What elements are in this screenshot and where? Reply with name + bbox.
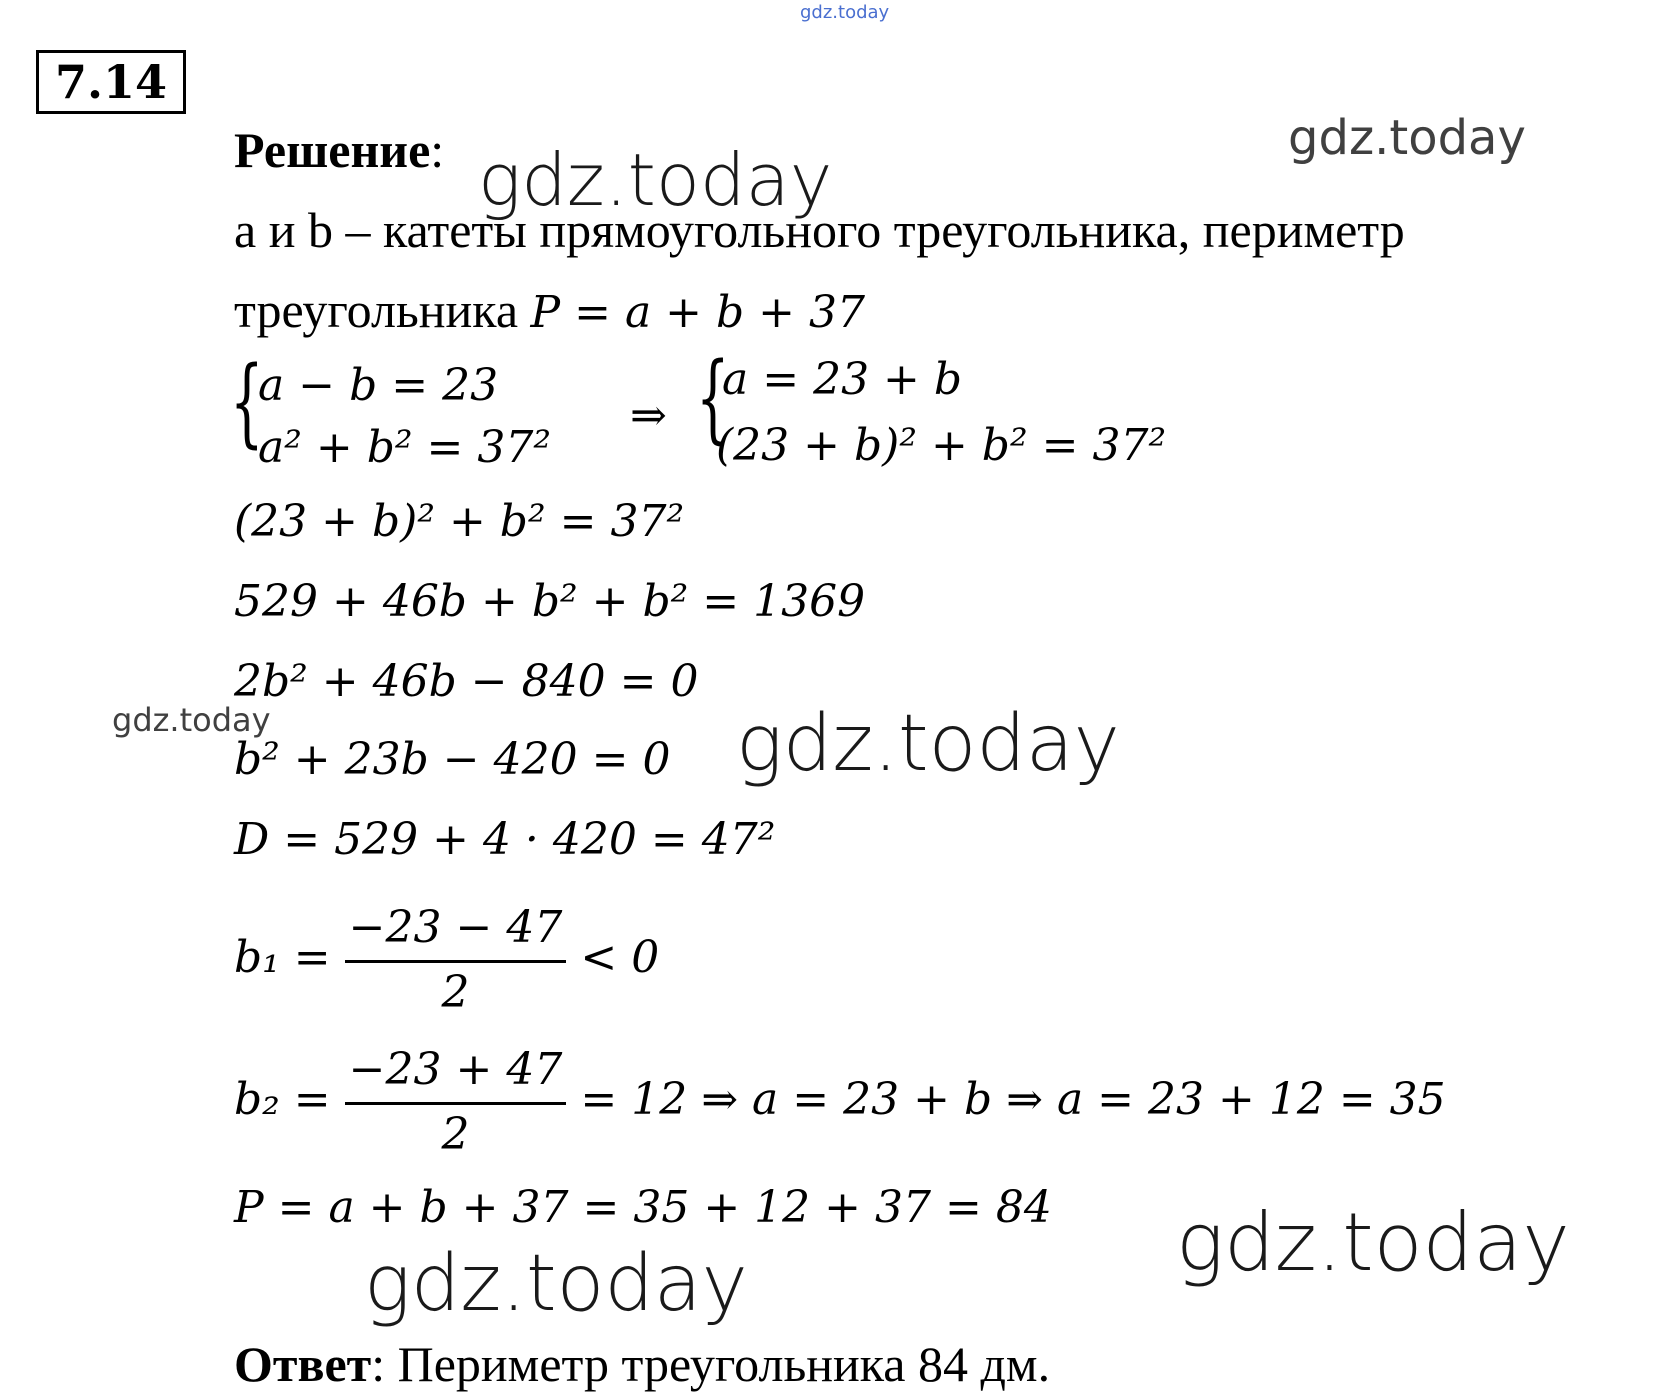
b1-denominator: 2 (441, 967, 470, 1018)
b1-numerator: −23 − 47 (348, 902, 563, 953)
answer-text: Периметр треугольника 84 дм. (385, 1336, 1051, 1392)
watermark-bottom-left: gdz.today (364, 1239, 748, 1329)
solution-heading-label: Решение (234, 122, 431, 178)
step-4: b² + 23b − 420 = 0 (234, 734, 671, 785)
system-brace-left: { (230, 346, 264, 458)
system1-equation-1: a − b = 23 (258, 360, 499, 411)
b2-numerator: −23 + 47 (348, 1044, 563, 1095)
watermark-near-title: gdz.today (478, 138, 833, 222)
intro-line-2-text: треугольника (234, 282, 531, 338)
root-b1 (234, 900, 659, 1021)
intro-line-2 (234, 280, 865, 341)
b1-lhs: b₁ = (234, 932, 331, 983)
b1-rhs: < 0 (580, 932, 660, 983)
b2-denominator: 2 (441, 1109, 470, 1160)
b2-lhs: b₂ = (234, 1074, 331, 1125)
step-3: 2b² + 46b − 840 = 0 (234, 656, 699, 707)
watermark-left: gdz.today (112, 701, 271, 739)
answer-colon: : (371, 1336, 386, 1392)
step-2: 529 + 46b + b² + b² = 1369 (234, 576, 866, 627)
answer-label: Ответ (234, 1336, 372, 1392)
problem-number-badge: 7.14 (36, 50, 186, 114)
implies-arrow: ⇒ (630, 390, 667, 441)
watermark-top-right: gdz.today (1288, 110, 1526, 166)
system-brace-right: { (696, 342, 730, 454)
system2-equation-1: a = 23 + b (722, 354, 963, 405)
solution-heading (234, 120, 444, 180)
root-b2 (234, 1042, 1446, 1163)
step-1: (23 + b)² + b² = 37² (234, 496, 685, 547)
perimeter-result: P = a + b + 37 = 35 + 12 + 37 = 84 (234, 1182, 1052, 1233)
b2-rhs: = 12 ⇒ a = 23 + b ⇒ a = 23 + 12 = 35 (580, 1074, 1446, 1125)
answer (234, 1334, 1050, 1394)
watermark-top: gdz.today (800, 2, 890, 23)
b2-fraction (345, 1042, 567, 1163)
perimeter-definition: P = a + b + 37 (530, 287, 866, 338)
b1-fraction (345, 900, 567, 1021)
watermark-bottom-right: gdz.today (1176, 1196, 1570, 1289)
watermark-center: gdz.today (736, 699, 1120, 789)
system1-equation-2: a² + b² = 37² (258, 422, 551, 473)
intro-line-1: a и b – катеты прямоугольного треугольника, периметр (234, 202, 1405, 258)
system2-equation-2: (23 + b)² + b² = 37² (716, 420, 1167, 471)
solution-heading-colon: : (430, 122, 445, 178)
discriminant: D = 529 + 4 · 420 = 47² (234, 814, 776, 865)
